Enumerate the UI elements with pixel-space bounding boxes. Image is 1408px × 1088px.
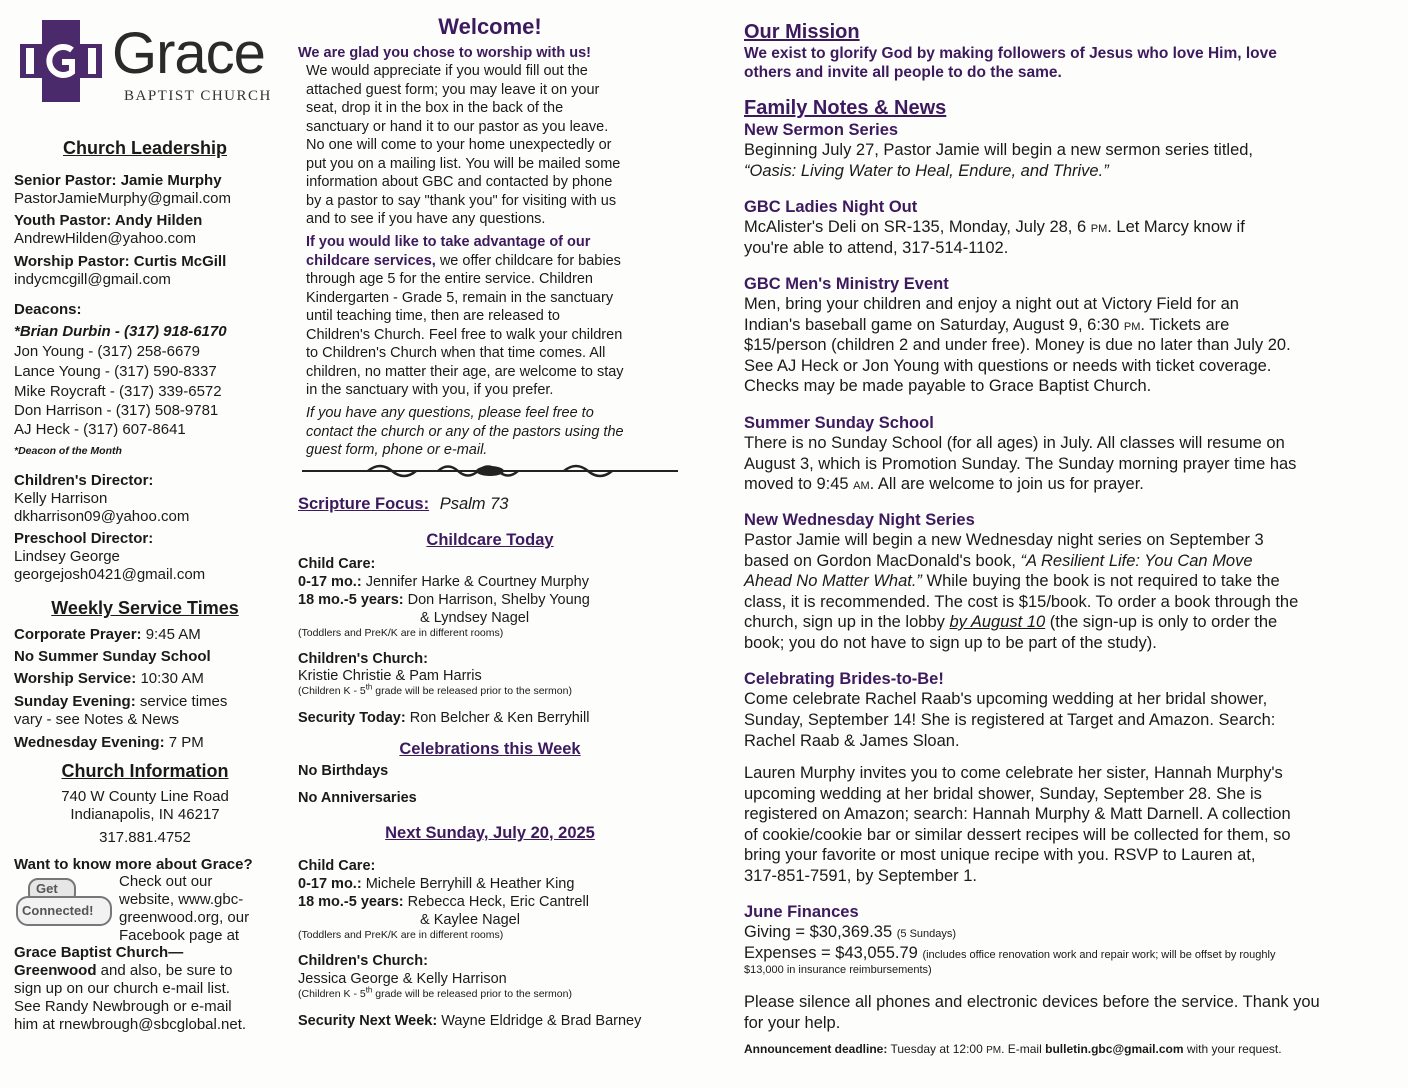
expenses-note-2: $13,000 in insurance reimbursements) xyxy=(744,964,932,976)
mens-line-2: Indian's baseball game on Saturday, August 9, 6:30 PM. Tickets are xyxy=(744,316,1230,334)
childrens-church-names: Kristie Christie & Pam Harris xyxy=(298,668,482,684)
next-toddler-care-cont: & Kaylee Nagel xyxy=(420,912,520,928)
welcome-paragraph: We would appreciate if you would fill out the attached guest form; you may leave it on your seat, drop it in the box in the back of the sanctuary or hand it to our pastor as you leave. No one will come to your home unexpectedly or put you on a mailing list. You will be mailed some information about GBC and contacted by phone by a pastor to say "thank you" for visiting with us and to see if you have any questions. xyxy=(306,63,621,227)
sunday-evening: Sunday Evening: service times xyxy=(14,693,228,710)
ladies-title: GBC Ladies Night Out xyxy=(744,198,918,216)
deacon-item: AJ Heck - (317) 607-8641 xyxy=(14,421,186,438)
wednesday-evening: Wednesday Evening: 7 PM xyxy=(14,734,204,751)
sermon-line-1: Beginning July 27, Pastor Jamie will begin a new sermon series titled, xyxy=(744,141,1254,159)
announcement-deadline: Announcement deadline: Tuesday at 12:00 PM. E-mail bulletin.gbc@gmail.com with your request. xyxy=(744,1042,1282,1056)
security-next-week: Security Next Week: Wayne Eldridge & Brad Barney xyxy=(298,1013,642,1029)
brides-p2-line: of cookie/cookie bar or similar dessert recipes will be collected for them, so xyxy=(744,826,1291,844)
scripture-focus: Scripture Focus: Psalm 73 xyxy=(298,495,509,513)
church-name-line2: Greenwood and also, be sure to xyxy=(14,962,233,979)
senior-pastor: Senior Pastor: Jamie Murphy xyxy=(14,172,222,189)
security-today: Security Today: Ron Belcher & Ken Berryhill xyxy=(298,710,590,726)
deacons-label: Deacons: xyxy=(14,301,82,318)
birthdays: No Birthdays xyxy=(298,763,389,779)
mens-line-3: $15/person (children 2 and under free). Money is due no later than July 20. xyxy=(744,336,1291,354)
wednesday-title: New Wednesday Night Series xyxy=(744,511,975,529)
infant-care: 0-17 mo.: Jennifer Harke & Courtney Murphy xyxy=(298,574,589,590)
toddler-care-cont: & Lyndsey Nagel xyxy=(420,610,530,626)
brides-p1-line: Come celebrate Rachel Raab's upcoming wedding at her bridal shower, xyxy=(744,690,1268,708)
summer-line-2: August 3, which is Promotion Sunday. The Sunday morning prayer time has xyxy=(744,455,1297,473)
brides-p2-line: 317-851-7591, by September 1. xyxy=(744,867,977,885)
anniversaries: No Anniversaries xyxy=(298,790,417,806)
preschool-director-label: Preschool Director: xyxy=(14,530,154,547)
mens-title: GBC Men's Ministry Event xyxy=(744,275,949,293)
church-logo xyxy=(20,18,280,108)
bulletin-email-link[interactable]: bulletin.gbc@gmail.com xyxy=(1045,1042,1184,1056)
deacon-item: Don Harrison - (317) 508-9781 xyxy=(14,402,219,419)
church-name-bold: Grace Baptist Church— xyxy=(14,944,184,961)
questions-paragraph: If you have any questions, please feel free to contact the church or any of the pastors using the guest form, phone or e-mail. xyxy=(306,405,624,458)
youth-pastor: Youth Pastor: Andy Hilden xyxy=(14,212,203,229)
next-sunday-heading: Next Sunday, July 20, 2025 xyxy=(385,824,595,842)
welcome-intro: We are glad you chose to worship with us! xyxy=(298,45,591,61)
brides-title: Celebrating Brides-to-Be! xyxy=(744,670,944,688)
mens-line-5: Checks may be made payable to Grace Baptist Church. xyxy=(744,377,1152,395)
childcare-paragraph: If you would like to take advantage of our childcare services, we offer childcare for babies through age 5 for the entire service. Children Kindergarten - Grade 5, remain in the sanctuary until teaching time, then are released to Children's Church. Feel free to walk your children to Children's Church when that time comes. All children, no matter their age, are welcome to stay in the sanctuary with you, if you prefer. xyxy=(306,234,624,398)
service-times-heading: Weekly Service Times xyxy=(51,598,239,618)
address-line-2: Indianapolis, IN 46217 xyxy=(70,806,220,823)
finances-title: June Finances xyxy=(744,903,859,921)
mens-line-1: Men, bring your children and enjoy a night out at Victory Field for an xyxy=(744,295,1239,313)
mission-line-2: others and invite all people to do the same. xyxy=(744,64,1062,81)
childrens-church-note: (Children K - 5th grade will be released prior to the sermon) xyxy=(298,682,572,697)
preschool-director-name: Lindsey George xyxy=(14,548,120,565)
corporate-prayer: Corporate Prayer: 9:45 AM xyxy=(14,626,201,643)
summer-line-1: There is no Sunday School (for all ages) in July. All classes will resume on xyxy=(744,434,1285,452)
randy-email-line: him at rnewbrough@sbcglobal.net. xyxy=(14,1016,247,1033)
brides-p2-line: bring your favorite or most unique recipe with you. RSVP to Lauren at, xyxy=(744,846,1256,864)
no-summer-school: No Summer Sunday School xyxy=(14,648,211,665)
deacon-item: Lance Young - (317) 590-8337 xyxy=(14,363,217,380)
mission-heading: Our Mission xyxy=(744,21,860,43)
next-infant-care: 0-17 mo.: Michele Berryhill & Heather King xyxy=(298,876,575,892)
know-more: Want to know more about Grace? xyxy=(14,856,253,873)
website-blurb: Check out our website, www.gbc- greenwood.org, our Facebook page at xyxy=(119,873,250,944)
sunday-evening-note: vary - see Notes & News xyxy=(14,711,180,728)
silence-line-2: for your help. xyxy=(744,1014,841,1032)
deacon-item: Jon Young - (317) 258-6679 xyxy=(14,343,200,360)
brides-p1-line: Rachel Raab & James Sloan. xyxy=(744,732,960,750)
badge-connected: Connected! xyxy=(22,903,94,918)
worship-pastor: Worship Pastor: Curtis McGill xyxy=(14,253,227,270)
toddler-care: 18 mo.-5 years: Don Harrison, Shelby Young xyxy=(298,592,590,608)
celebrations-heading: Celebrations this Week xyxy=(399,740,581,758)
sermon-line-2: “Oasis: Living Water to Heal, Endure, and Thrive.” xyxy=(744,162,1109,180)
senior-pastor-email[interactable]: PastorJamieMurphy@gmail.com xyxy=(14,190,231,207)
childrens-director-name: Kelly Harrison xyxy=(14,490,108,507)
brides-p2-line: Lauren Murphy invites you to come celebrate her sister, Hannah Murphy's xyxy=(744,764,1283,782)
next-childrens-church-label: Children's Church: xyxy=(298,953,428,969)
worship-pastor-email[interactable]: indycmcgill@gmail.com xyxy=(14,271,171,288)
deacon-note: *Deacon of the Month xyxy=(14,445,122,457)
brides-p2-line: registered on Amazon; search: Hannah Murphy & Matt Darnell. A collection xyxy=(744,805,1291,823)
childrens-director-email[interactable]: dkharrison09@yahoo.com xyxy=(14,508,190,525)
brides-p1-line: Sunday, September 14! She is registered at Target and Amazon. Search: xyxy=(744,711,1276,729)
wednesday-line-3: Ahead No Matter What.” While buying the book is not required to take the xyxy=(744,572,1280,590)
worship-service: Worship Service: 10:30 AM xyxy=(14,670,204,687)
randy-line: See Randy Newbrough or e-mail xyxy=(14,998,232,1015)
sermon-title: New Sermon Series xyxy=(744,121,899,139)
next-toddler-care: 18 mo.-5 years: Rebecca Heck, Eric Cantrell xyxy=(298,894,589,910)
childrens-church-label: Children's Church: xyxy=(298,651,428,667)
preschool-director-email[interactable]: georgejosh0421@gmail.com xyxy=(14,566,206,583)
next-child-care-label: Child Care: xyxy=(298,858,376,874)
badge-get: Get xyxy=(36,881,58,896)
next-childrens-church-names: Jessica George & Kelly Harrison xyxy=(298,971,507,987)
logo-name: Grace xyxy=(112,21,265,86)
church-info-heading: Church Information xyxy=(61,761,229,781)
expenses-line: Expenses = $43,055.79 (includes office renovation work and repair work; will be offset by roughly xyxy=(744,944,1276,962)
mission-line-1: We exist to glorify God by making followers of Jesus who love Him, love xyxy=(744,45,1277,62)
giving-line: Giving = $30,369.35 (5 Sundays) xyxy=(744,923,957,941)
cross-logo-icon xyxy=(20,20,102,102)
news-heading: Family Notes & News xyxy=(744,97,947,119)
email-list-line: sign up on our church e-mail list. xyxy=(14,980,230,997)
summer-title: Summer Sunday School xyxy=(744,414,934,432)
wednesday-line-1: Pastor Jamie will begin a new Wednesday night series on September 3 xyxy=(744,531,1264,549)
next-toddler-note: (Toddlers and PreK/K are in different rooms) xyxy=(298,929,504,941)
ornament-divider-icon xyxy=(298,464,682,478)
ladies-line-1: McAlister's Deli on SR-135, Monday, July 28, 6 PM. Let Marcy know if xyxy=(744,218,1245,236)
leadership-heading: Church Leadership xyxy=(62,138,228,158)
deacon-item: Mike Roycraft - (317) 339-6572 xyxy=(14,383,222,400)
welcome-heading: Welcome! xyxy=(438,14,542,39)
address-line-1: 740 W County Line Road xyxy=(61,788,229,805)
ladies-line-2: you're able to attend, 317-514-1102. xyxy=(744,239,1009,257)
brides-p2-line: upcoming wedding at her bridal shower, Sunday, September 28. She is xyxy=(744,785,1262,803)
wednesday-line-6: book; you do not have to sign up to be part of the study). xyxy=(744,634,1157,652)
wednesday-line-5: church, sign up in the lobby by August 10 (the sign-up is only to order the xyxy=(744,613,1278,631)
toddler-note: (Toddlers and PreK/K are in different rooms) xyxy=(298,627,504,639)
youth-pastor-email[interactable]: AndrewHilden@yahoo.com xyxy=(14,230,196,247)
logo-subtitle: BAPTIST CHURCH xyxy=(124,88,272,104)
wednesday-line-2: based on Gordon MacDonald's book, “A Resilient Life: You Can Move xyxy=(744,552,1253,570)
childrens-director-label: Children's Director: xyxy=(14,472,154,489)
next-childrens-church-note: (Children K - 5th grade will be released prior to the sermon) xyxy=(298,985,572,1000)
church-phone: 317.881.4752 xyxy=(99,829,191,846)
get-connected-badge xyxy=(16,876,112,932)
mens-line-4: See AJ Heck or Jon Young with questions or needs with ticket coverage. xyxy=(744,357,1272,375)
deacon-of-month: *Brian Durbin - (317) 918-6170 xyxy=(14,323,227,340)
childcare-today-heading: Childcare Today xyxy=(426,531,554,549)
silence-line-1: Please silence all phones and electronic devices before the service. Thank you xyxy=(744,993,1320,1011)
summer-line-3: moved to 9:45 AM. All are welcome to join us for prayer. xyxy=(744,475,1144,493)
child-care-label: Child Care: xyxy=(298,556,376,572)
wednesday-line-4: class, it is recommended. The cost is $15/book. To order a book through the xyxy=(744,593,1299,611)
